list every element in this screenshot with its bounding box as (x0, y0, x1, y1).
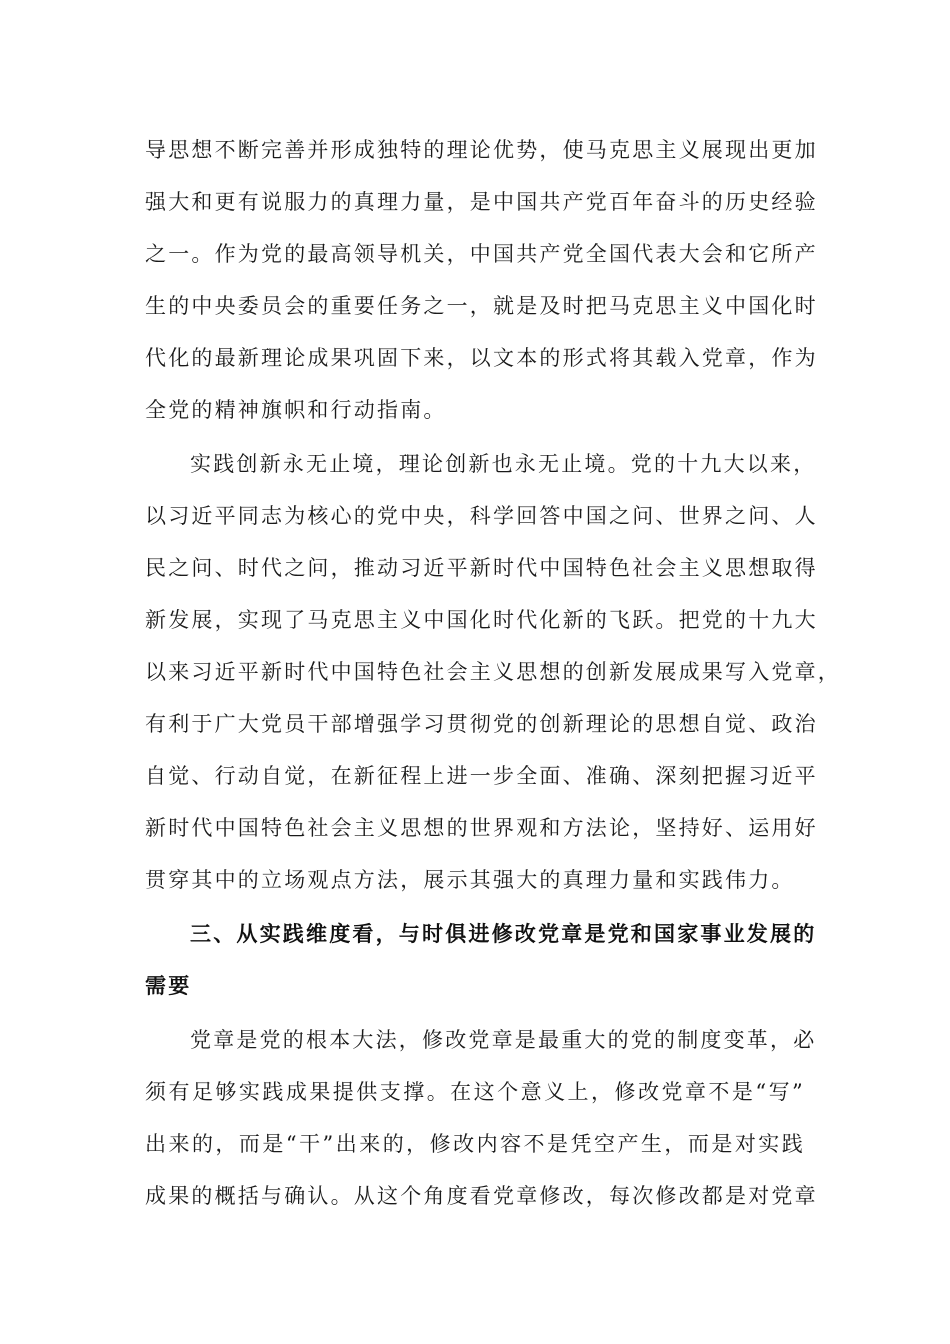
paragraph3-line-3: 出来的，而是“干”出来的，修改内容不是凭空产生，而是对实践 (145, 1132, 805, 1156)
paragraph1-line-3: 之一。作为党的最高领导机关，中国共产党全国代表大会和它所产 (145, 242, 818, 266)
paragraph3-line-1: 党章是党的根本大法，修改党章是最重大的党的制度变革，必 (190, 1028, 817, 1052)
paragraph1-line-1: 导思想不断完善并形成独特的理论优势，使马克思主义展现出更加 (145, 138, 818, 162)
paragraph2-line-3: 民之问、时代之问，推动习近平新时代中国特色社会主义思想取得 (145, 556, 818, 580)
paragraph2-line-7: 自觉、行动自觉，在新征程上进一步全面、准确、深刻把握习近平 (145, 764, 818, 788)
paragraph3-line-2: 须有足够实践成果提供支撑。在这个意义上，修改党章不是“写” (145, 1080, 805, 1104)
paragraph2-line-6: 有利于广大党员干部增强学习贯彻党的创新理论的思想自觉、政治 (145, 712, 818, 736)
paragraph1-line-5: 代化的最新理论成果巩固下来，以文本的形式将其载入党章，作为 (145, 346, 818, 370)
paragraph2-line-4: 新发展，实现了马克思主义中国化时代化新的飞跃。把党的十九大 (145, 608, 818, 632)
paragraph1-line-4: 生的中央委员会的重要任务之一，就是及时把马克思主义中国化时 (145, 294, 818, 318)
paragraph2-line-2: 以习近平同志为核心的党中央，科学回答中国之问、世界之问、人 (145, 504, 818, 528)
section-heading-line-2: 需要 (145, 974, 192, 998)
paragraph1-line-2: 强大和更有说服力的真理力量，是中国共产党百年奋斗的历史经验 (145, 190, 818, 214)
paragraph2-line-9: 贯穿其中的立场观点方法，展示其强大的真理力量和实践伟力。 (145, 868, 795, 892)
paragraph1-line-6: 全党的精神旗帜和行动指南。 (145, 398, 447, 422)
paragraph2-line-8: 新时代中国特色社会主义思想的世界观和方法论，坚持好、运用好 (145, 816, 818, 840)
section-heading-line-1: 三、从实践维度看，与时俱进修改党章是党和国家事业发展的 (190, 922, 817, 946)
paragraph2-line-1: 实践创新永无止境，理论创新也永无止境。党的十九大以来， (190, 452, 817, 476)
paragraph2-line-5: 以来习近平新时代中国特色社会主义思想的创新发展成果写入党章， (145, 660, 841, 684)
paragraph3-line-4: 成果的概括与确认。从这个角度看党章修改，每次修改都是对党章 (145, 1184, 818, 1208)
